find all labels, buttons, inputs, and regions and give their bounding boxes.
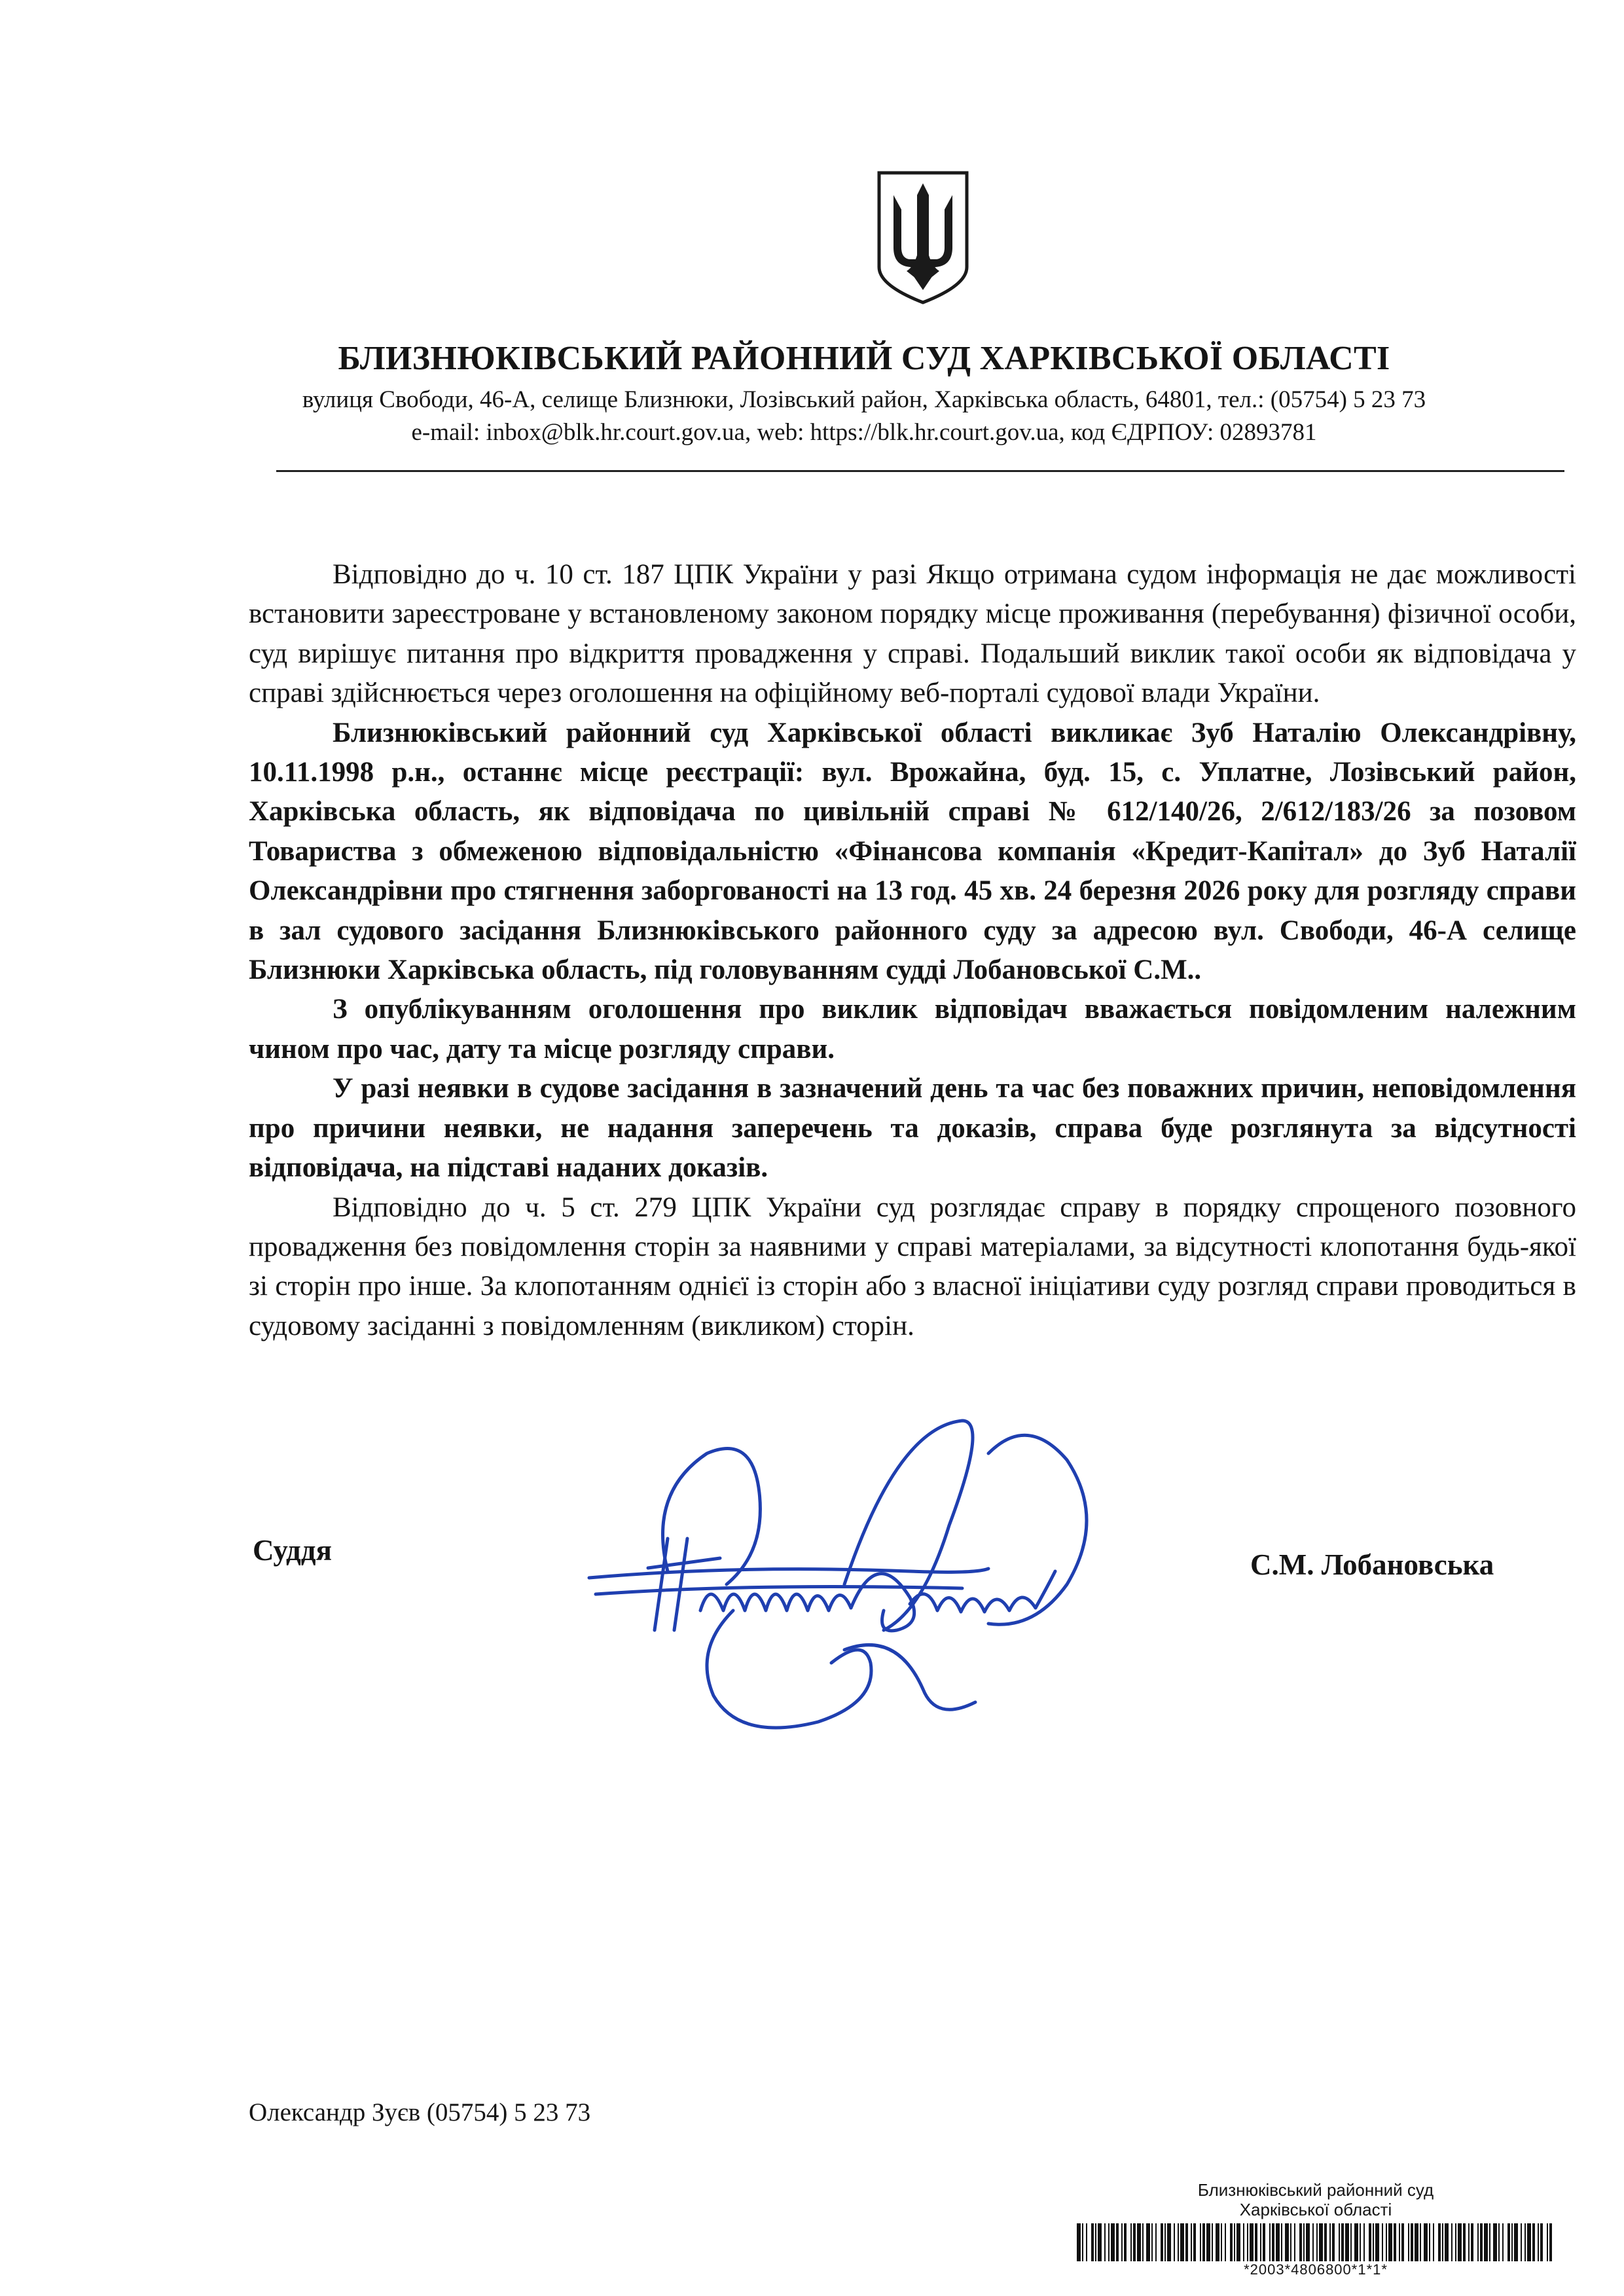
- barcode-bar: [1077, 2223, 1081, 2261]
- barcode-number: *2003*4806800*1*1*: [1244, 2261, 1388, 2278]
- barcode-bar: [1477, 2223, 1479, 2261]
- paragraph-legal-basis: Відповідно до ч. 10 ст. 187 ЦПК України у разі Якщо отримана судом інформація не дає можливості встановити зареєстроване у встановленому законом порядку місце проживання (перебування) фізичної особи, суд вирішує питання про відкриття провадження у справі. Подальший виклик такої особи як відповідача у справі здійснюється через оголошення на офіційному веб-порталі судової влади України.: [249, 559, 1576, 709]
- barcode-bar: [1329, 2223, 1331, 2261]
- barcode-bar: [1420, 2223, 1421, 2261]
- paragraph-summons: Близнюківський районний суд Харківської області викликає Зуб Наталію Олександрівну, 10.11.1998 р.н., останнє місце реєстрації: вул. Врожайна, буд. 15, с. Уплатне, Лозівський район, Харківська область, як відповідача по цивільній справі № 612/140/26, 2/612/183/26 за позовом Товариства з обмеженою відповідальністю «Фінансова компанія «Кредит-Капітал» до Зуб Наталії Олександрівни про стягнення заборгованості на 13 год. 45 хв. 24 березня 2026 року для розгляду справи в зал судового засідання Близнюківського районного суду за адресою вул. Свободи, 46-А селище Близнюки Харківська область, під головуванням судді Лобановської С.М..: [249, 717, 1576, 986]
- barcode-bar: [1281, 2223, 1282, 2261]
- barcode-bar: [1360, 2223, 1361, 2261]
- registry-stamp: [1074, 2180, 1558, 2277]
- barcode-bar: [1354, 2223, 1358, 2261]
- barcode-bar: [1221, 2223, 1222, 2261]
- barcode-bar: [1429, 2223, 1430, 2261]
- handwritten-signature: [569, 1414, 1159, 1755]
- barcode-bar: [1547, 2223, 1548, 2261]
- barcode-bar: [1316, 2223, 1318, 2261]
- barcode-bar: [1339, 2223, 1340, 2261]
- barcode-bar: [1306, 2223, 1310, 2261]
- barcode-bar: [1345, 2223, 1349, 2261]
- stamp-line-court: Близнюківський районний суд: [1197, 2180, 1434, 2200]
- barcode-bar: [1243, 2223, 1244, 2261]
- barcode-bar: [1263, 2223, 1265, 2261]
- barcode-bar: [1299, 2223, 1302, 2261]
- barcode-bar: [1206, 2223, 1210, 2261]
- barcode-bar: [1408, 2223, 1409, 2261]
- barcode-bar: [1312, 2223, 1314, 2261]
- barcode-bar: [1133, 2223, 1136, 2261]
- barcode-bar: [1121, 2223, 1123, 2261]
- barcode-bar: [1142, 2223, 1144, 2261]
- barcode-bar: [1130, 2223, 1132, 2261]
- barcode-bar: [1324, 2223, 1327, 2261]
- barcode-bar: [1438, 2223, 1441, 2261]
- barcode-bar: [1250, 2223, 1254, 2261]
- barcode-bar: [1373, 2223, 1374, 2261]
- barcode-bar: [1514, 2223, 1518, 2261]
- barcode-bar: [1111, 2223, 1115, 2261]
- barcode-bar: [1098, 2223, 1102, 2261]
- court-name: БЛИЗНЮКІВСЬКИЙ РАЙОННИЙ СУД ХАРКІВСЬКОЇ ОБЛАСТІ: [338, 340, 1390, 377]
- barcode-bar: [1200, 2223, 1201, 2261]
- barcode-bar: [1255, 2223, 1257, 2261]
- notice-body: [249, 555, 1576, 1346]
- barcode-bar: [1269, 2223, 1271, 2261]
- barcode-bar: [1303, 2223, 1305, 2261]
- trident-emblem-icon: [874, 169, 972, 306]
- barcode-bar: [1375, 2223, 1379, 2261]
- barcode-bar: [1369, 2223, 1371, 2261]
- barcode-bar: [1185, 2223, 1188, 2261]
- barcode-bar: [1332, 2223, 1335, 2261]
- barcode-bar: [1116, 2223, 1119, 2261]
- barcode-bar: [1216, 2223, 1219, 2261]
- barcode-bar: [1124, 2223, 1127, 2261]
- paragraph-notification: З опублікуванням оголошення про виклик відповідач вважається повідомленим належним чином про час, дату та місце розгляду справи.: [249, 994, 1576, 1065]
- barcode-bar: [1451, 2223, 1453, 2261]
- barcode-bar: [1424, 2223, 1428, 2261]
- barcode-bar: [1399, 2223, 1400, 2261]
- barcode-bar: [1236, 2223, 1240, 2261]
- barcode-bar: [1294, 2223, 1295, 2261]
- barcode-bar: [1212, 2223, 1213, 2261]
- barcode-bar: [1091, 2223, 1094, 2261]
- barcode-bar: [1549, 2223, 1552, 2261]
- barcode-bar: [1521, 2223, 1522, 2261]
- barcode-bar: [1276, 2223, 1280, 2261]
- barcode-bar: [1463, 2223, 1466, 2261]
- barcode-bar: [1247, 2223, 1248, 2261]
- barcode-bar: [1230, 2223, 1233, 2261]
- barcode-bar: [1202, 2223, 1205, 2261]
- barcode-bar: [1104, 2223, 1106, 2261]
- barcode-bar: [1498, 2223, 1500, 2261]
- barcode-bar: [1086, 2223, 1087, 2261]
- barcode-bar: [1455, 2223, 1456, 2261]
- stamp-line-region: Харківської області: [1239, 2200, 1392, 2219]
- barcode-bar: [1394, 2223, 1396, 2261]
- barcode-bar: [1468, 2223, 1470, 2261]
- judge-title: Суддя: [253, 1534, 332, 1567]
- paragraph-simplified-procedure: Відповідно до ч. 5 ст. 279 ЦПК України суд розглядає справу в порядку спрощеного позовного провадження без повідомлення сторін за наявними у справі матеріалами, за відсутності клопотання будь-якої зі сторін про інше. За клопотанням однієї із сторін або з власної ініціативи суду розгляд справи проводиться в судовому засіданні з повідомленням (викликом) сторін.: [249, 1192, 1576, 1341]
- barcode-bar: [1538, 2223, 1539, 2261]
- paragraph-absence-warning: У разі неявки в судове засідання в зазначений день та час без поважних причин, неповідомлення про причини неявки, не надання заперечень та доказів, справа буде розглянута за відсутності відповідача, на підставі наданих доказів.: [249, 1073, 1576, 1184]
- barcode-bar: [1178, 2223, 1179, 2261]
- barcode-bar: [1382, 2223, 1383, 2261]
- barcode-bar: [1108, 2223, 1110, 2261]
- barcode-bar: [1082, 2223, 1083, 2261]
- barcode-bar: [1350, 2223, 1352, 2261]
- barcode-icon: [1077, 2223, 1555, 2261]
- barcode-bar: [1471, 2223, 1473, 2261]
- barcode-bar: [1540, 2223, 1543, 2261]
- barcode-bar: [1164, 2223, 1166, 2261]
- barcode-bar: [1193, 2223, 1196, 2261]
- barcode-bar: [1146, 2223, 1150, 2261]
- barcode-bar: [1155, 2223, 1157, 2261]
- barcode-bar: [1341, 2223, 1344, 2261]
- barcode-bar: [1260, 2223, 1261, 2261]
- barcode-bar: [1161, 2223, 1163, 2261]
- barcode-bar: [1415, 2223, 1418, 2261]
- executor-contact: Олександр Зуєв (05754) 5 23 73: [249, 2098, 591, 2126]
- barcode-bar: [1285, 2223, 1289, 2261]
- barcode-bar: [1319, 2223, 1323, 2261]
- barcode-bar: [1433, 2223, 1434, 2261]
- barcode-bar: [1532, 2223, 1535, 2261]
- barcode-bar: [1502, 2223, 1504, 2261]
- barcode-bar: [1458, 2223, 1462, 2261]
- barcode-bar: [1095, 2223, 1096, 2261]
- barcode-bar: [1527, 2223, 1531, 2261]
- judge-name: С.М. Лобановська: [1250, 1548, 1494, 1581]
- court-contacts: e-mail: inbox@blk.hr.court.gov.ua, web: https://blk.hr.court.gov.ua, код ЄДРПОУ: 02893781: [411, 419, 1317, 446]
- barcode-bar: [1411, 2223, 1413, 2261]
- barcode-bar: [1151, 2223, 1153, 2261]
- barcode-bar: [1290, 2223, 1291, 2261]
- barcode-bar: [1511, 2223, 1513, 2261]
- barcode-bar: [1191, 2223, 1192, 2261]
- barcode-bar: [1137, 2223, 1141, 2261]
- court-address: вулиця Свободи, 46-А, селище Близнюки, Лозівський район, Харківська область, 64801, тел.: (05754) 5 23 73: [302, 386, 1426, 413]
- barcode-bar: [1507, 2223, 1510, 2261]
- barcode-bar: [1493, 2223, 1497, 2261]
- barcode-bar: [1525, 2223, 1526, 2261]
- barcode-bar: [1363, 2223, 1365, 2261]
- barcode-bar: [1489, 2223, 1490, 2261]
- barcode-bar: [1225, 2223, 1226, 2261]
- barcode-bar: [1442, 2223, 1443, 2261]
- barcode-bar: [1180, 2223, 1184, 2261]
- barcode-bar: [1386, 2223, 1387, 2261]
- header-divider: [276, 470, 1564, 472]
- barcode-bar: [1174, 2223, 1175, 2261]
- barcode-bar: [1167, 2223, 1171, 2261]
- barcode-bar: [1272, 2223, 1274, 2261]
- barcode-bar: [1480, 2223, 1483, 2261]
- barcode-bar: [1401, 2223, 1404, 2261]
- barcode-bar: [1445, 2223, 1449, 2261]
- barcode-bar: [1484, 2223, 1488, 2261]
- barcode-bar: [1234, 2223, 1235, 2261]
- barcode-bar: [1388, 2223, 1392, 2261]
